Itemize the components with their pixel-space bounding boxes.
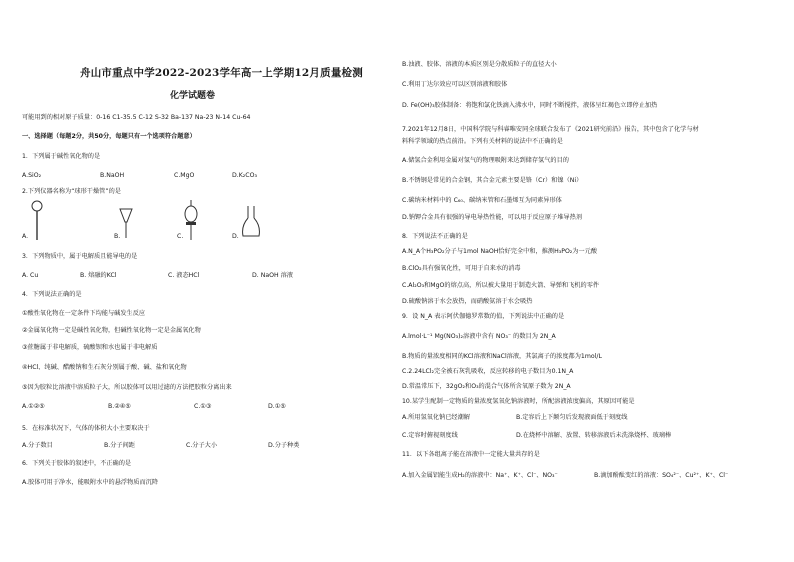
question-7-option-c: C.碳纳米材料中的 C₆₀、碳纳米管和石墨烯互为同素异形体: [402, 197, 562, 204]
atomic-masses: 可能用到的相对原子质量：0-16 C1-35.5 C-12 S-32 Ba-137 Na-23 N-14 Cu-64: [22, 114, 251, 121]
question-10-option-c: C.定容时俯视刻度线: [402, 432, 458, 439]
question-4: 4．下列说法正确的是: [22, 291, 82, 298]
question-9-option-d: D.常温常压下，32gO₂和O₃的混合气体所含氧原子数为 2N_A: [402, 383, 571, 390]
question-7-option-a: A.储氢合金利用金属对氢气的物理吸附来达到储存氢气的目的: [402, 157, 569, 164]
question-10: 10.某学生配制一定物质的量浓度氢氧化钠溶液时，所配溶液浓度偏高，其原因可能是: [402, 398, 635, 405]
question-2: 2.下列仪器名称为“球形干燥管”的是: [22, 188, 121, 195]
question-10-option-d: D.在烧杯中溶解、放置、转移溶液后未洗涤烧杯、玻璃棒: [516, 432, 672, 439]
question-5: 5．在标准状况下，气体的体积大小主要取决于: [22, 425, 150, 432]
figure-label-c: C.: [177, 233, 184, 240]
statement-3: ③蔗糖属于非电解质，硫酸钡和水也属于非电解质: [22, 344, 158, 351]
question-8-option-d: D.硫酸钠溶于水会放热，而硝酸氨溶于水会吸热: [402, 298, 533, 305]
question-3-options: [22, 271, 293, 280]
question-6-option-c: C.利用丁达尔效应可以区别溶液和胶体: [402, 81, 508, 88]
option-a: A.SiO₂: [22, 172, 42, 179]
statement-2: ②金属氧化物一定是碱性氧化物，但碱性氧化物一定是金属氧化物: [22, 327, 201, 334]
figure-label-d: D.: [232, 233, 239, 240]
question-9-option-a: A.lmol·L⁻¹ Mg(NO₃)₂溶液中含有 NO₃⁻ 的数目为 2N_A: [402, 333, 556, 340]
separatory-funnel-figure: [182, 200, 200, 242]
statement-1: ①酸性氧化物在一定条件下均能与碱发生反应: [22, 310, 146, 317]
option-c: C.MgO: [174, 172, 195, 179]
question-11-option-b: B.滴加酚酞变红的溶液：SO₄²⁻、Cu²⁺、K⁺、Cl⁻: [594, 472, 729, 479]
question-8: 8．下列说法不正确的是: [402, 233, 468, 240]
option-c: C.分子大小: [186, 442, 218, 449]
section-heading: 一、选择题（每题2分，共50分，每题只有一个选项符合题意）: [22, 133, 196, 140]
option-b: B.②④⑤: [108, 403, 131, 410]
option-d: D.①⑤: [268, 403, 286, 410]
question-7-option-d: D.钠钾合金具有很强的导电导热性能，可以用于反应原子堆导热剂: [402, 214, 582, 221]
question-10-option-a: A.所用氢氧化钠已经潮解: [402, 414, 470, 421]
option-c: C.①③: [194, 403, 212, 410]
question-7-option-b: B.不锈钢是常见的合金钢，其合金元素主要是铬（Cr）和镍（Ni）: [402, 177, 583, 184]
question-6-option-b: B.浊液、胶体、溶液的本质区别是分散质粒子的直径大小: [402, 61, 557, 68]
question-1: 1．下列属于碱性氧化物的是: [22, 153, 101, 160]
question-6-option-d: D. Fe(OH)₃胶体制备：将饱和氯化铁滴入沸水中，同时不断搅拌，液体呈红褐色立即停止加热: [402, 102, 658, 109]
option-b: B. 熔融的KCl: [80, 272, 117, 279]
option-c: C. 液态HCl: [168, 272, 200, 279]
option-a: A.分子数目: [22, 442, 53, 449]
question-6-option-a: A.胶体可用于净水，能吸附水中的悬浮物质而沉降: [22, 479, 159, 486]
question-9-option-b: B.物质的量浓度相同的KCl溶液和NaCl溶液，其氯离子的浓度都为1mol/L: [402, 353, 602, 360]
question-7-line-2: 料科学领域的热点前沿。下列有关材料的说法中不正确的是: [402, 138, 563, 145]
question-4-options: [22, 402, 286, 411]
figure-label-a: A.: [22, 233, 29, 240]
question-9-option-c: C.2.24LCl₂完全被石灰乳吸收，反应转移的电子数目为0.1N_A: [402, 368, 574, 375]
question-8-option-b: B.ClO₂具有强氧化性，可用于自来水的消毒: [402, 265, 521, 272]
question-7-line-1: 7.2021年12月8日，中国科学院与科睿唯安同全球联合发布了《2021研究前沿》报告，其中包含了化学与材: [402, 126, 699, 133]
option-d: D.K₂CO₃: [232, 172, 257, 179]
funnel-figure: [119, 208, 133, 240]
question-8-option-c: C.Al₂O₃和MgO的熔点高，所以被大量用于制造火箭、导弹和飞机的零件: [402, 282, 600, 289]
question-1-options: [22, 171, 257, 180]
question-11: 11．以下各组离子能在溶液中一定能大量共存的是: [402, 451, 540, 458]
drying-tube-figure: [30, 200, 44, 242]
option-b: B.NaOH: [100, 172, 125, 179]
figure-label-b: B.: [114, 233, 121, 240]
exam-title: 舟山市重点中学2022-2023学年高一上学期12月质量检测: [80, 67, 363, 79]
statement-4: ④HCl、纯碱、醋酸钠和生石灰分别属于酸、碱、盐和氧化物: [22, 364, 187, 371]
option-a: A. Cu: [22, 272, 39, 279]
option-b: B.分子间距: [104, 442, 135, 449]
question-8-option-a: A.N_A个H₃PO₂分子与1mol NaOH恰好完全中和，推测H₃PO₂为一元酸: [402, 248, 598, 255]
right-column: [402, 0, 762, 562]
question-10-option-b: B.定容后上下颠匀后发现液面低于刻度线: [516, 414, 628, 421]
option-d: D.分子种类: [268, 442, 300, 449]
question-3: 3．下列物质中，属于电解质且能导电的是: [22, 253, 138, 260]
statement-5: ⑤因为胶粒比溶液中溶质粒子大，所以胶体可以用过滤的方法把胶粒分离出来: [22, 384, 232, 391]
option-d: D. NaOH 溶液: [252, 272, 293, 279]
question-6: 6．下列关于胶体的叙述中，不正确的是: [22, 460, 132, 467]
flask-figure: [240, 206, 262, 240]
exam-subtitle: 化学试题卷: [170, 91, 216, 101]
left-column: [22, 0, 382, 562]
question-11-option-a: A.加入金属铝能生成H₂的溶液中：Na⁺、K⁺、Cl⁻、NO₃⁻: [402, 472, 558, 479]
question-9: 9．设 N_A 表示阿伏伽德罗常数的值，下列说法中正确的是: [402, 313, 565, 320]
question-5-options: [22, 441, 299, 450]
option-a: A.①②⑤: [22, 403, 45, 410]
